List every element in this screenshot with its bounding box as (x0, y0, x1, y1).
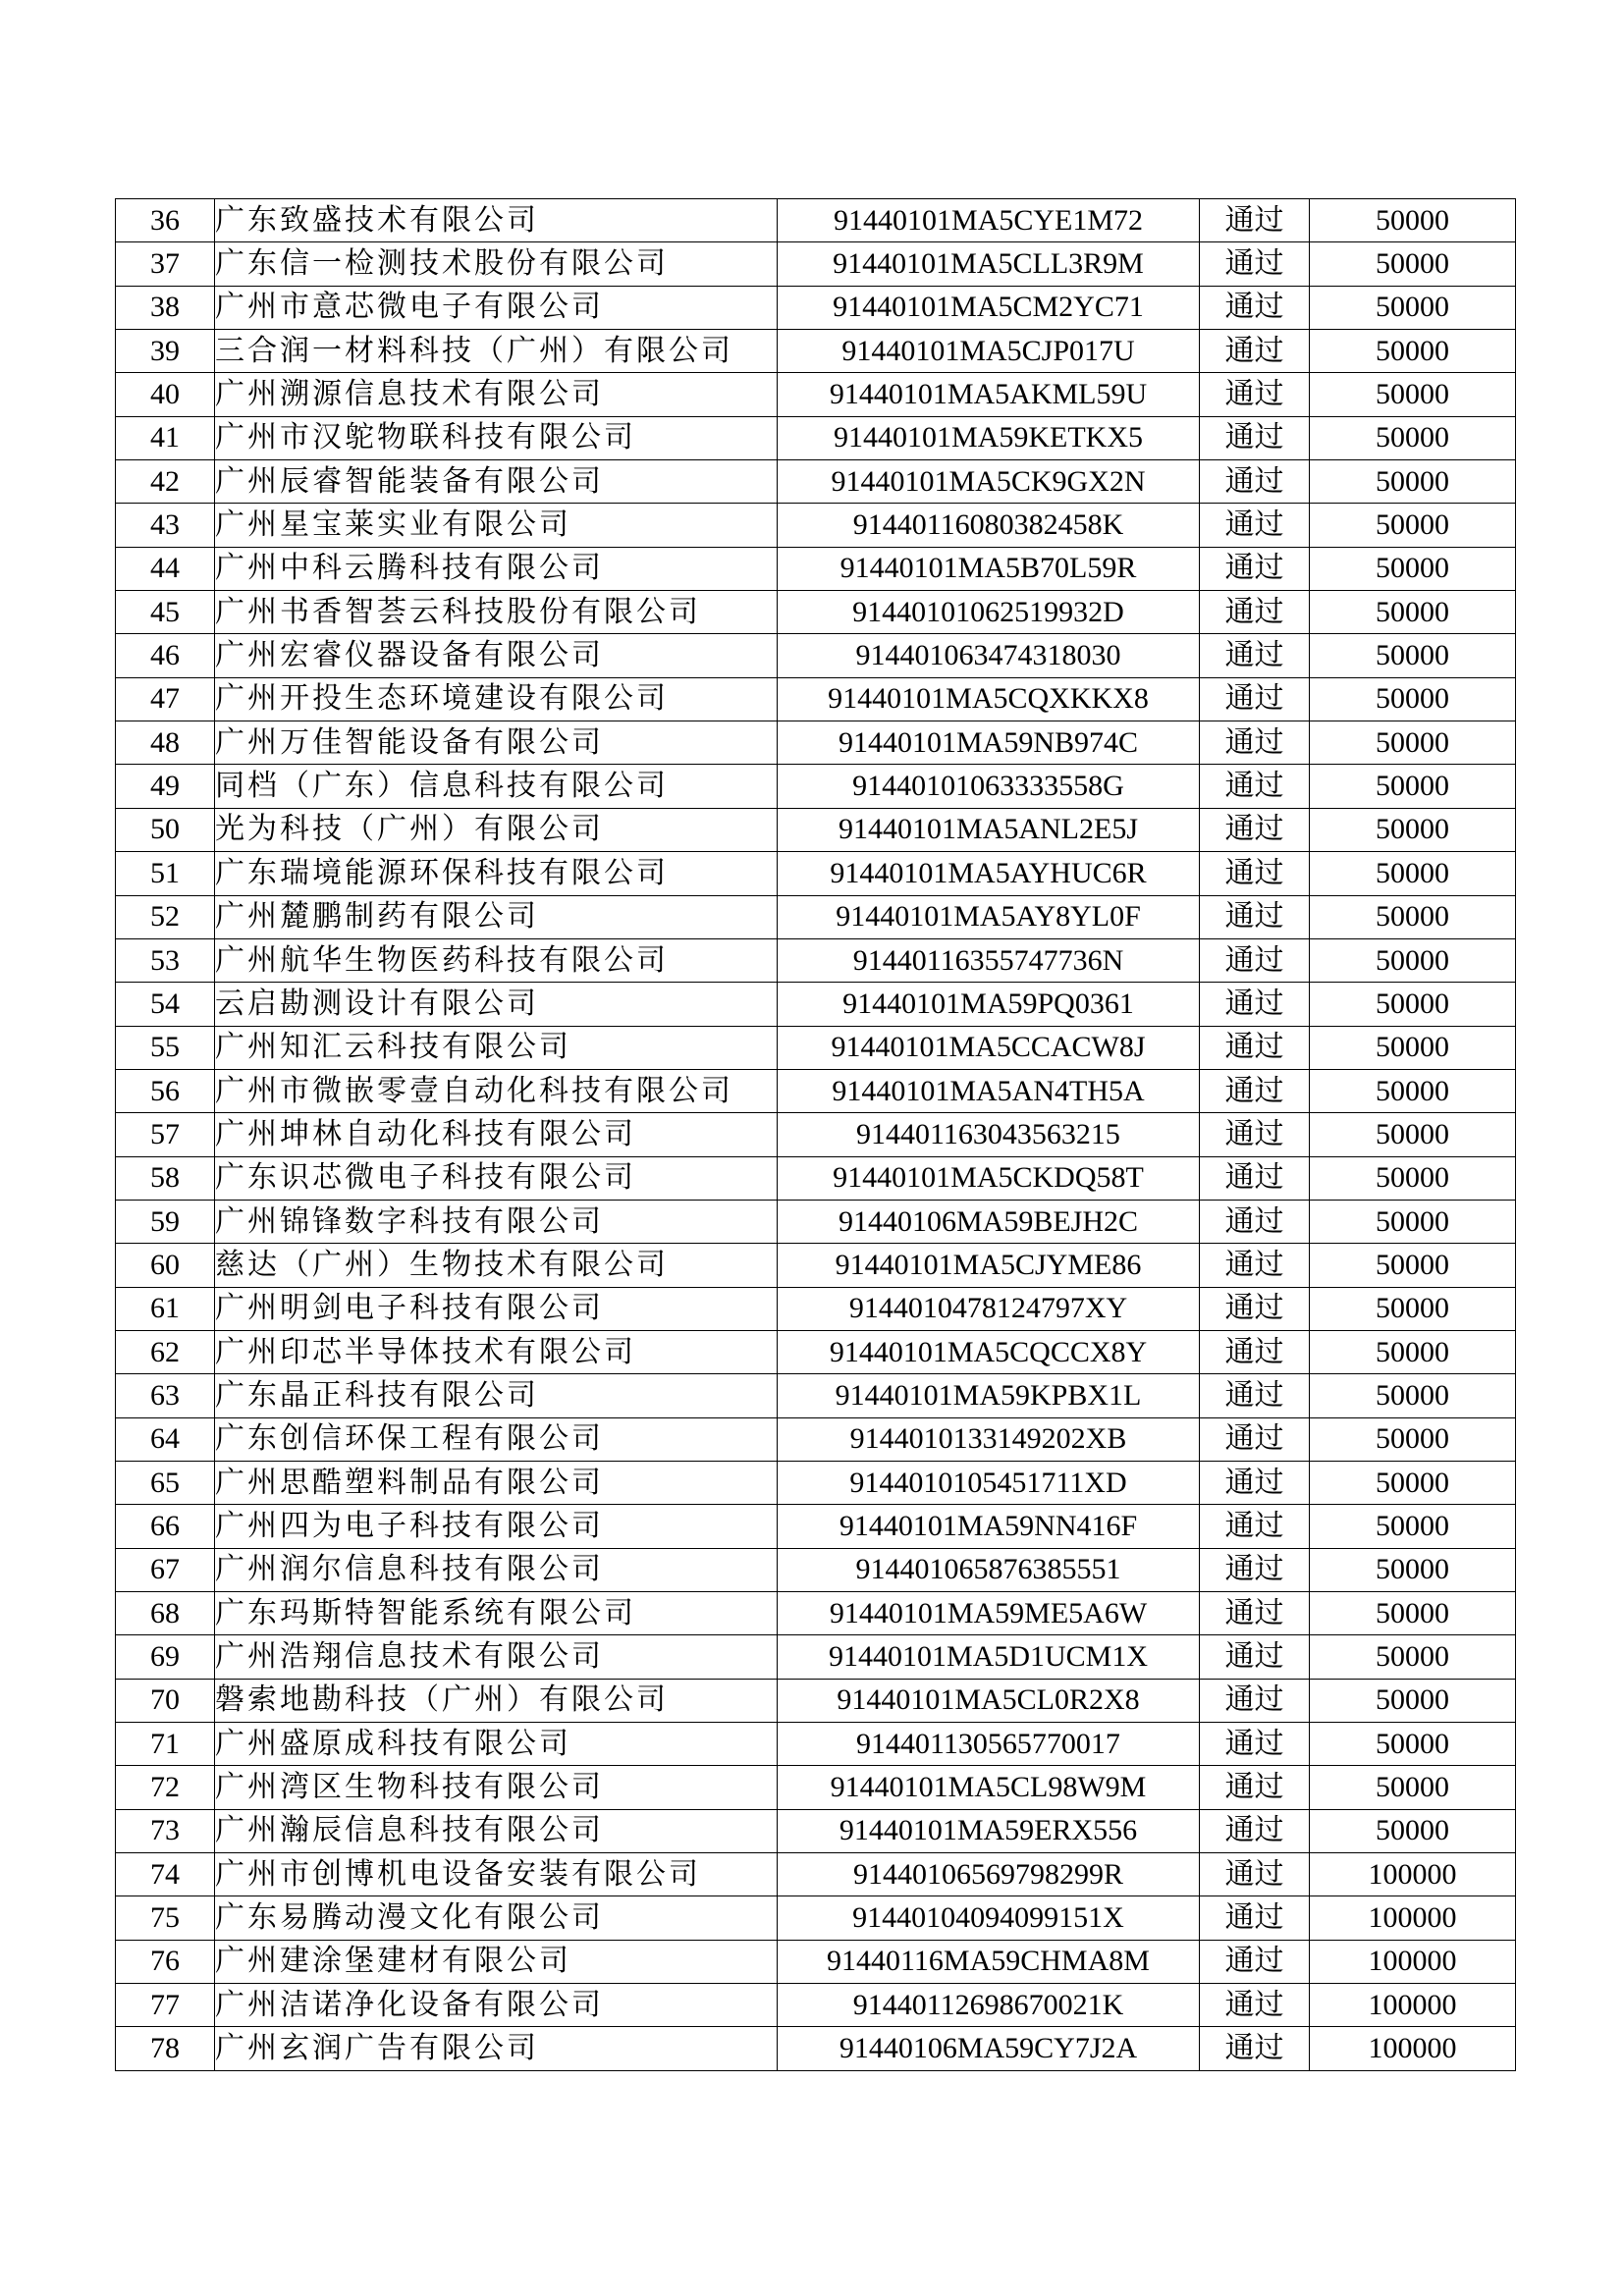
grant-amount: 50000 (1310, 1417, 1516, 1461)
credit-code: 91440101MA5CL0R2X8 (778, 1679, 1200, 1722)
review-status: 通过 (1200, 1853, 1310, 1896)
credit-code: 91440101MA59KPBX1L (778, 1374, 1200, 1417)
grant-amount: 50000 (1310, 1592, 1516, 1635)
table-row (116, 938, 1516, 982)
credit-code: 91440101MA5ANL2E5J (778, 808, 1200, 851)
credit-code: 91440101MA5CKDQ58T (778, 1156, 1200, 1200)
credit-code: 91440101063333558G (778, 765, 1200, 808)
review-status: 通过 (1200, 721, 1310, 765)
table-row (116, 1592, 1516, 1635)
company-table (115, 198, 1516, 2071)
company-name: 广州坤林自动化科技有限公司 (215, 1113, 778, 1156)
row-number: 43 (116, 504, 215, 547)
grant-amount: 50000 (1310, 416, 1516, 459)
table-row (116, 504, 1516, 547)
review-status: 通过 (1200, 1026, 1310, 1069)
table-row (116, 1113, 1516, 1156)
table-row (116, 373, 1516, 416)
review-status: 通过 (1200, 1766, 1310, 1809)
credit-code: 91440101MA5CCACW8J (778, 1026, 1200, 1069)
company-name: 广州明剑电子科技有限公司 (215, 1287, 778, 1330)
credit-code: 91440101MA5D1UCM1X (778, 1635, 1200, 1679)
grant-amount: 50000 (1310, 721, 1516, 765)
grant-amount: 50000 (1310, 1026, 1516, 1069)
review-status: 通过 (1200, 199, 1310, 242)
credit-code: 91440101MA5CL98W9M (778, 1766, 1200, 1809)
credit-code: 91440101MA5CK9GX2N (778, 460, 1200, 504)
grant-amount: 50000 (1310, 1156, 1516, 1200)
credit-code: 91440106569798299R (778, 1853, 1200, 1896)
company-name: 广州瀚辰信息科技有限公司 (215, 1809, 778, 1852)
grant-amount: 50000 (1310, 373, 1516, 416)
company-name: 广州溯源信息技术有限公司 (215, 373, 778, 416)
row-number: 39 (116, 330, 215, 373)
review-status: 通过 (1200, 1635, 1310, 1679)
grant-amount: 50000 (1310, 1374, 1516, 1417)
company-name: 广州星宝莱实业有限公司 (215, 504, 778, 547)
table-row (116, 1417, 1516, 1461)
review-status: 通过 (1200, 2027, 1310, 2070)
company-name: 广州市创博机电设备安装有限公司 (215, 1853, 778, 1896)
grant-amount: 50000 (1310, 1548, 1516, 1591)
row-number: 57 (116, 1113, 215, 1156)
row-number: 64 (116, 1417, 215, 1461)
credit-code: 9144010105451711XD (778, 1461, 1200, 1504)
credit-code: 91440116080382458K (778, 504, 1200, 547)
row-number: 47 (116, 677, 215, 721)
company-name: 广东识芯微电子科技有限公司 (215, 1156, 778, 1200)
grant-amount: 100000 (1310, 1896, 1516, 1940)
row-number: 54 (116, 983, 215, 1026)
company-name: 广州盛原成科技有限公司 (215, 1723, 778, 1766)
review-status: 通过 (1200, 634, 1310, 677)
table-row (116, 242, 1516, 286)
company-name: 广东易腾动漫文化有限公司 (215, 1896, 778, 1940)
row-number: 50 (116, 808, 215, 851)
grant-amount: 50000 (1310, 330, 1516, 373)
credit-code: 91440101MA5B70L59R (778, 547, 1200, 590)
row-number: 56 (116, 1069, 215, 1112)
row-number: 65 (116, 1461, 215, 1504)
grant-amount: 50000 (1310, 895, 1516, 938)
company-name: 广东信一检测技术股份有限公司 (215, 242, 778, 286)
company-name: 广州市意芯微电子有限公司 (215, 286, 778, 329)
table-row (116, 286, 1516, 329)
table-row (116, 1896, 1516, 1940)
table-row (116, 199, 1516, 242)
credit-code: 91440101MA5AY8YL0F (778, 895, 1200, 938)
review-status: 通过 (1200, 547, 1310, 590)
row-number: 44 (116, 547, 215, 590)
review-status: 通过 (1200, 330, 1310, 373)
review-status: 通过 (1200, 1417, 1310, 1461)
table-row (116, 677, 1516, 721)
credit-code: 91440101MA5AKML59U (778, 373, 1200, 416)
review-status: 通过 (1200, 1984, 1310, 2027)
table-row (116, 1374, 1516, 1417)
review-status: 通过 (1200, 460, 1310, 504)
table-row (116, 591, 1516, 634)
table-row (116, 1244, 1516, 1287)
table-row (116, 1200, 1516, 1243)
table-row (116, 330, 1516, 373)
row-number: 73 (116, 1809, 215, 1852)
review-status: 通过 (1200, 1679, 1310, 1722)
row-number: 45 (116, 591, 215, 634)
company-name: 广州玄润广告有限公司 (215, 2027, 778, 2070)
company-name: 广州洁诺净化设备有限公司 (215, 1984, 778, 2027)
table-row (116, 1505, 1516, 1548)
company-name: 广州航华生物医药科技有限公司 (215, 938, 778, 982)
review-status: 通过 (1200, 765, 1310, 808)
company-name: 广州书香智荟云科技股份有限公司 (215, 591, 778, 634)
company-name: 广东晶正科技有限公司 (215, 1374, 778, 1417)
row-number: 48 (116, 721, 215, 765)
table-row (116, 416, 1516, 459)
grant-amount: 100000 (1310, 1940, 1516, 1983)
table-row (116, 1766, 1516, 1809)
credit-code: 91440112698670021K (778, 1984, 1200, 2027)
company-name: 广州宏睿仪器设备有限公司 (215, 634, 778, 677)
review-status: 通过 (1200, 1592, 1310, 1635)
grant-amount: 50000 (1310, 1113, 1516, 1156)
row-number: 77 (116, 1984, 215, 2027)
company-name: 广东创信环保工程有限公司 (215, 1417, 778, 1461)
company-name: 慈达（广州）生物技术有限公司 (215, 1244, 778, 1287)
row-number: 36 (116, 199, 215, 242)
review-status: 通过 (1200, 1374, 1310, 1417)
row-number: 74 (116, 1853, 215, 1896)
company-name: 广州中科云腾科技有限公司 (215, 547, 778, 590)
review-status: 通过 (1200, 852, 1310, 895)
credit-code: 91440116MA59CHMA8M (778, 1940, 1200, 1983)
credit-code: 91440101MA5CJP017U (778, 330, 1200, 373)
row-number: 62 (116, 1330, 215, 1373)
row-number: 60 (116, 1244, 215, 1287)
row-number: 41 (116, 416, 215, 459)
row-number: 55 (116, 1026, 215, 1069)
credit-code: 91440101MA59KETKX5 (778, 416, 1200, 459)
grant-amount: 50000 (1310, 460, 1516, 504)
company-name: 广州印芯半导体技术有限公司 (215, 1330, 778, 1373)
grant-amount: 50000 (1310, 1505, 1516, 1548)
row-number: 38 (116, 286, 215, 329)
grant-amount: 50000 (1310, 1200, 1516, 1243)
grant-amount: 50000 (1310, 199, 1516, 242)
review-status: 通过 (1200, 286, 1310, 329)
row-number: 78 (116, 2027, 215, 2070)
credit-code: 91440101MA5CJYME86 (778, 1244, 1200, 1287)
company-name: 广州湾区生物科技有限公司 (215, 1766, 778, 1809)
review-status: 通过 (1200, 1200, 1310, 1243)
table-row (116, 1548, 1516, 1591)
row-number: 76 (116, 1940, 215, 1983)
row-number: 67 (116, 1548, 215, 1591)
credit-code: 914401163043563215 (778, 1113, 1200, 1156)
table-row (116, 721, 1516, 765)
review-status: 通过 (1200, 1723, 1310, 1766)
table-row (116, 1940, 1516, 1983)
table-row (116, 808, 1516, 851)
credit-code: 914401065876385551 (778, 1548, 1200, 1591)
credit-code: 91440101MA59ME5A6W (778, 1592, 1200, 1635)
review-status: 通过 (1200, 1505, 1310, 1548)
company-name: 广州浩翔信息技术有限公司 (215, 1635, 778, 1679)
table-row (116, 1026, 1516, 1069)
row-number: 51 (116, 852, 215, 895)
credit-code: 91440101MA59PQ0361 (778, 983, 1200, 1026)
table-row (116, 2027, 1516, 2070)
credit-code: 9144010133149202XB (778, 1417, 1200, 1461)
credit-code: 9144010478124797XY (778, 1287, 1200, 1330)
table-row (116, 1984, 1516, 2027)
grant-amount: 50000 (1310, 634, 1516, 677)
credit-code: 91440101MA5CQXKKX8 (778, 677, 1200, 721)
row-number: 58 (116, 1156, 215, 1200)
company-name: 广州万佳智能设备有限公司 (215, 721, 778, 765)
company-name: 广东瑞境能源环保科技有限公司 (215, 852, 778, 895)
table-body (116, 199, 1516, 2071)
credit-code: 91440106MA59CY7J2A (778, 2027, 1200, 2070)
table-row (116, 983, 1516, 1026)
review-status: 通过 (1200, 677, 1310, 721)
company-name: 广州知汇云科技有限公司 (215, 1026, 778, 1069)
grant-amount: 100000 (1310, 1853, 1516, 1896)
grant-amount: 50000 (1310, 1635, 1516, 1679)
row-number: 46 (116, 634, 215, 677)
grant-amount: 50000 (1310, 1461, 1516, 1504)
company-name: 广东玛斯特智能系统有限公司 (215, 1592, 778, 1635)
credit-code: 91440101MA5AYHUC6R (778, 852, 1200, 895)
review-status: 通过 (1200, 1113, 1310, 1156)
company-name: 广州市汉鸵物联科技有限公司 (215, 416, 778, 459)
company-name: 广州辰睿智能装备有限公司 (215, 460, 778, 504)
grant-amount: 50000 (1310, 591, 1516, 634)
review-status: 通过 (1200, 1896, 1310, 1940)
grant-amount: 50000 (1310, 1679, 1516, 1722)
credit-code: 91440101MA59NN416F (778, 1505, 1200, 1548)
credit-code: 91440101MA59ERX556 (778, 1809, 1200, 1852)
review-status: 通过 (1200, 504, 1310, 547)
company-name: 云启勘测设计有限公司 (215, 983, 778, 1026)
grant-amount: 50000 (1310, 547, 1516, 590)
review-status: 通过 (1200, 1069, 1310, 1112)
company-name: 广州四为电子科技有限公司 (215, 1505, 778, 1548)
company-name: 广州麓鹏制药有限公司 (215, 895, 778, 938)
table-row (116, 1330, 1516, 1373)
grant-amount: 50000 (1310, 1287, 1516, 1330)
credit-code: 91440101MA5CM2YC71 (778, 286, 1200, 329)
review-status: 通过 (1200, 1287, 1310, 1330)
review-status: 通过 (1200, 242, 1310, 286)
review-status: 通过 (1200, 895, 1310, 938)
grant-amount: 50000 (1310, 1766, 1516, 1809)
credit-code: 914401063474318030 (778, 634, 1200, 677)
company-name: 广州思酷塑料制品有限公司 (215, 1461, 778, 1504)
credit-code: 91440101062519932D (778, 591, 1200, 634)
row-number: 70 (116, 1679, 215, 1722)
row-number: 72 (116, 1766, 215, 1809)
table-row (116, 1853, 1516, 1896)
grant-amount: 50000 (1310, 938, 1516, 982)
table-row (116, 1809, 1516, 1852)
grant-amount: 50000 (1310, 504, 1516, 547)
row-number: 42 (116, 460, 215, 504)
grant-amount: 100000 (1310, 1984, 1516, 2027)
table-row (116, 1156, 1516, 1200)
grant-amount: 50000 (1310, 242, 1516, 286)
row-number: 71 (116, 1723, 215, 1766)
review-status: 通过 (1200, 1940, 1310, 1983)
company-name: 光为科技（广州）有限公司 (215, 808, 778, 851)
grant-amount: 50000 (1310, 286, 1516, 329)
review-status: 通过 (1200, 808, 1310, 851)
grant-amount: 50000 (1310, 1809, 1516, 1852)
table-row (116, 547, 1516, 590)
company-name: 同档（广东）信息科技有限公司 (215, 765, 778, 808)
row-number: 53 (116, 938, 215, 982)
row-number: 59 (116, 1200, 215, 1243)
row-number: 68 (116, 1592, 215, 1635)
table-row (116, 1461, 1516, 1504)
review-status: 通过 (1200, 1156, 1310, 1200)
row-number: 66 (116, 1505, 215, 1548)
grant-amount: 50000 (1310, 1330, 1516, 1373)
row-number: 69 (116, 1635, 215, 1679)
table-row (116, 895, 1516, 938)
review-status: 通过 (1200, 1461, 1310, 1504)
grant-amount: 50000 (1310, 765, 1516, 808)
row-number: 52 (116, 895, 215, 938)
grant-amount: 100000 (1310, 2027, 1516, 2070)
review-status: 通过 (1200, 1809, 1310, 1852)
table-row (116, 1069, 1516, 1112)
row-number: 40 (116, 373, 215, 416)
credit-code: 91440101MA5CYE1M72 (778, 199, 1200, 242)
row-number: 75 (116, 1896, 215, 1940)
credit-code: 91440106MA59BEJH2C (778, 1200, 1200, 1243)
credit-code: 91440101MA5CLL3R9M (778, 242, 1200, 286)
company-name: 广州润尔信息科技有限公司 (215, 1548, 778, 1591)
review-status: 通过 (1200, 938, 1310, 982)
company-name: 广州锦锋数字科技有限公司 (215, 1200, 778, 1243)
row-number: 37 (116, 242, 215, 286)
grant-amount: 50000 (1310, 852, 1516, 895)
grant-amount: 50000 (1310, 808, 1516, 851)
grant-amount: 50000 (1310, 1069, 1516, 1112)
table-row (116, 460, 1516, 504)
review-status: 通过 (1200, 373, 1310, 416)
credit-code: 91440101MA59NB974C (778, 721, 1200, 765)
company-name: 磐索地勘科技（广州）有限公司 (215, 1679, 778, 1722)
review-status: 通过 (1200, 1330, 1310, 1373)
grant-amount: 50000 (1310, 677, 1516, 721)
table-row (116, 852, 1516, 895)
row-number: 63 (116, 1374, 215, 1417)
review-status: 通过 (1200, 1548, 1310, 1591)
table-row (116, 765, 1516, 808)
credit-code: 914401130565770017 (778, 1723, 1200, 1766)
review-status: 通过 (1200, 591, 1310, 634)
grant-amount: 50000 (1310, 1723, 1516, 1766)
grant-amount: 50000 (1310, 983, 1516, 1026)
review-status: 通过 (1200, 983, 1310, 1026)
company-name: 广州建涂堡建材有限公司 (215, 1940, 778, 1983)
table-row (116, 1287, 1516, 1330)
company-name: 广东致盛技术有限公司 (215, 199, 778, 242)
row-number: 61 (116, 1287, 215, 1330)
company-name: 广州市微嵌零壹自动化科技有限公司 (215, 1069, 778, 1112)
table-row (116, 634, 1516, 677)
credit-code: 91440116355747736N (778, 938, 1200, 982)
credit-code: 91440101MA5CQCCX8Y (778, 1330, 1200, 1373)
row-number: 49 (116, 765, 215, 808)
table-row (116, 1723, 1516, 1766)
credit-code: 91440104094099151X (778, 1896, 1200, 1940)
credit-code: 91440101MA5AN4TH5A (778, 1069, 1200, 1112)
company-name: 三合润一材料科技（广州）有限公司 (215, 330, 778, 373)
review-status: 通过 (1200, 416, 1310, 459)
company-name: 广州开投生态环境建设有限公司 (215, 677, 778, 721)
review-status: 通过 (1200, 1244, 1310, 1287)
grant-amount: 50000 (1310, 1244, 1516, 1287)
table-row (116, 1679, 1516, 1722)
table-row (116, 1635, 1516, 1679)
